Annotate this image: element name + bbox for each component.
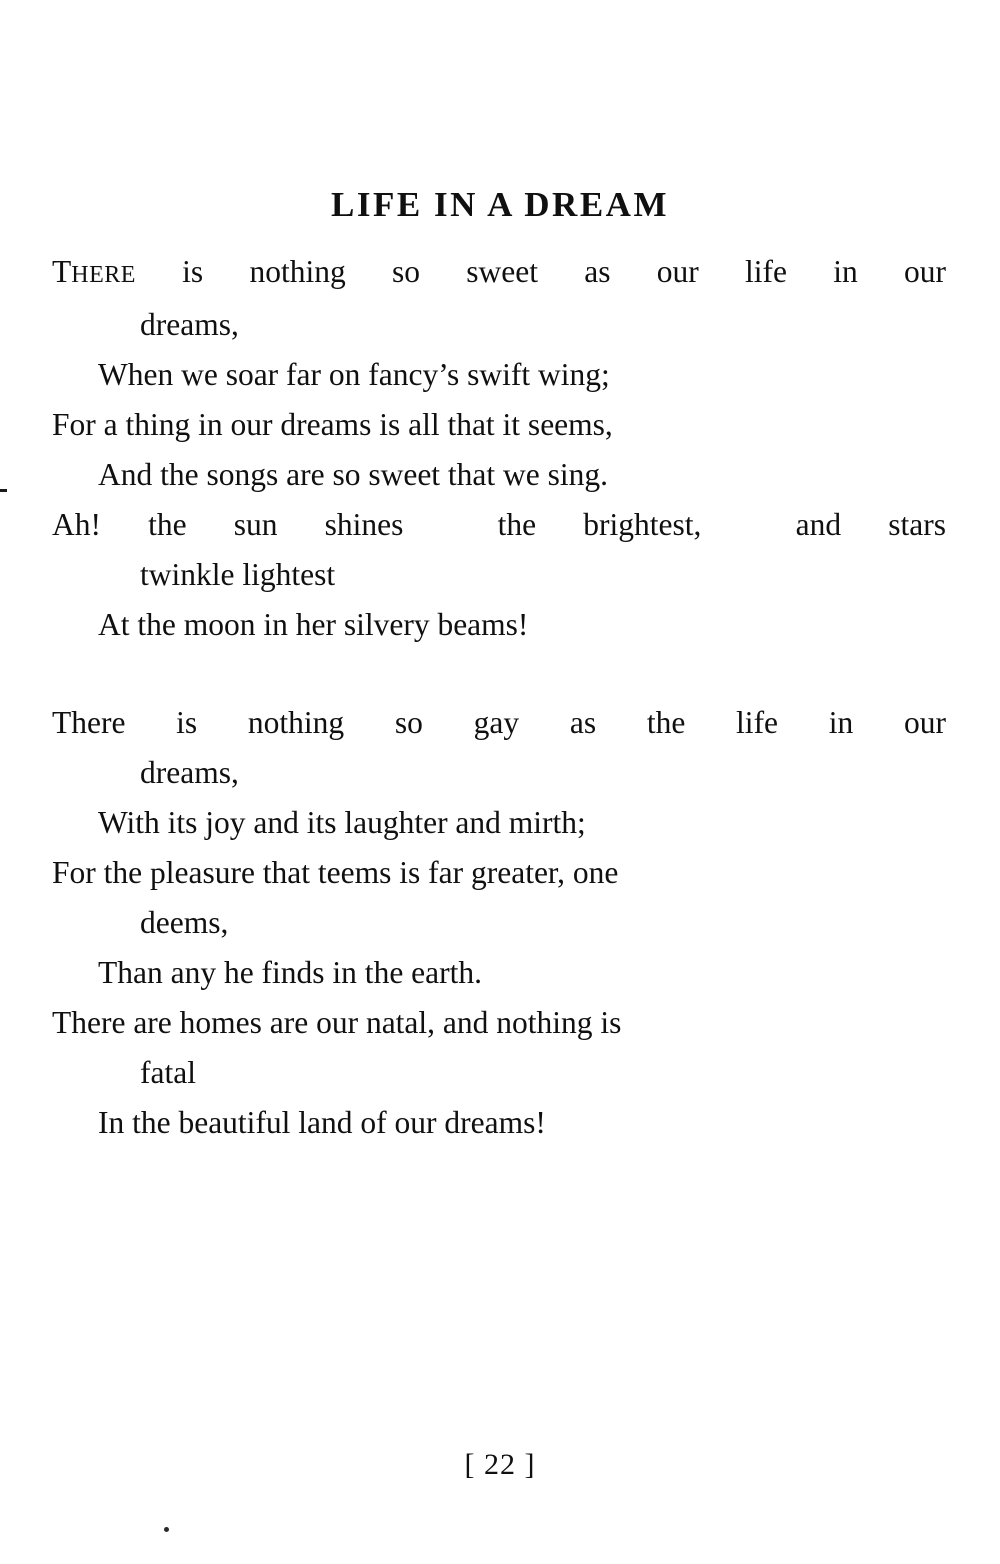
stanza-1: [0, 247, 1000, 650]
poem-line: In the beautiful land of our dreams!: [98, 1105, 546, 1140]
poem-line: dreams,: [140, 755, 239, 790]
scan-artifact-bottom: [164, 1527, 169, 1532]
poem-line: Ah! the sun shines the brightest, and stars: [52, 507, 946, 542]
poem-line: When we soar far on fancy’s swift wing;: [98, 357, 610, 392]
poem-line: There is nothing so gay as the life in our: [52, 705, 946, 740]
poem-line: At the moon in her silvery beams!: [98, 607, 529, 642]
poem-line: Than any he finds in the earth.: [98, 955, 482, 990]
stanza-2: [0, 698, 1000, 1148]
poem-line: There are homes are our natal, and nothing is: [52, 1005, 622, 1040]
page-title: LIFE IN A DREAM: [331, 185, 669, 224]
poem-line: For the pleasure that teems is far greater, one: [52, 855, 619, 890]
poem-line: twinkle lightest: [140, 557, 336, 592]
poem-line: THERE is nothing so sweet as our life in our: [52, 254, 946, 289]
poem-line: For a thing in our dreams is all that it seems,: [52, 407, 613, 442]
poem-line: dreams,: [140, 307, 239, 342]
poem-line: fatal: [140, 1055, 196, 1090]
poem-line: With its joy and its laughter and mirth;: [98, 805, 586, 840]
poem-line: deems,: [140, 905, 229, 940]
scan-artifact-left: [0, 489, 7, 492]
poem-line: And the songs are so sweet that we sing.: [98, 457, 609, 492]
page-number: [ 22 ]: [464, 1448, 536, 1481]
